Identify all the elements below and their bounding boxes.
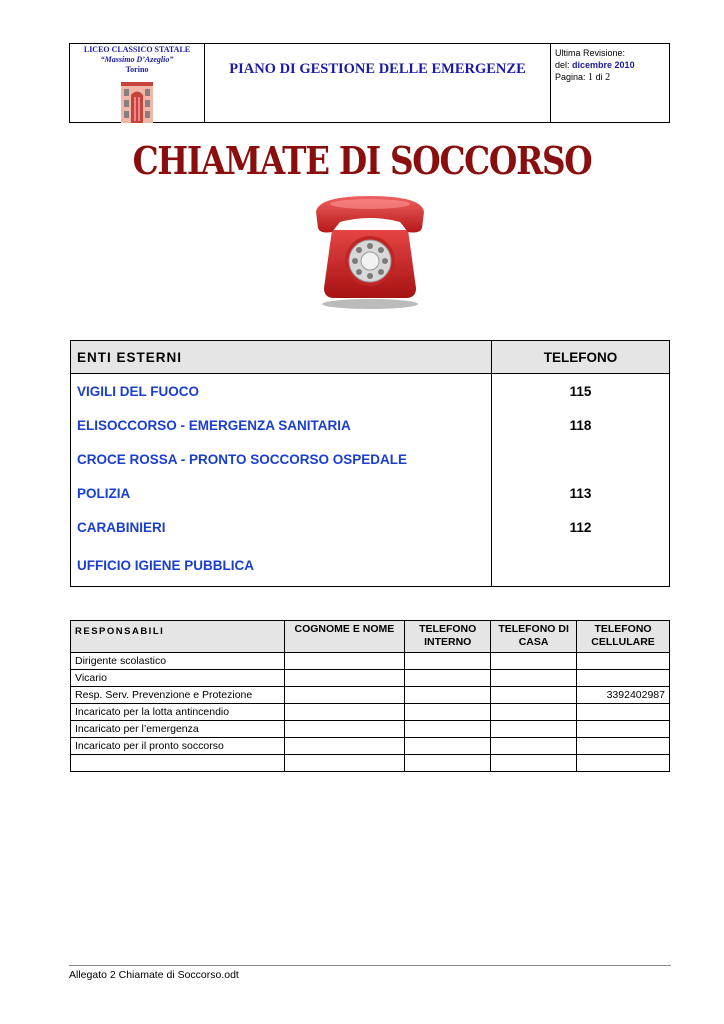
- table-row: [71, 476, 670, 510]
- page-line: [555, 71, 669, 84]
- entity-name: CROCE ROSSA - PRONTO SOCCORSO OSPEDALE: [71, 442, 492, 476]
- internal-phone-cell: [405, 704, 491, 721]
- home-phone-cell: [491, 755, 577, 772]
- page-current: 1: [588, 72, 594, 83]
- internal-phone-cell: [405, 738, 491, 755]
- col-header-cognome-nome: COGNOME E NOME: [284, 621, 405, 653]
- home-phone-cell: [491, 721, 577, 738]
- revision-block: [551, 44, 669, 122]
- internal-phone-cell: [405, 687, 491, 704]
- role-cell: Incaricato per il pronto soccorso: [71, 738, 285, 755]
- mobile-phone-cell: [577, 755, 670, 772]
- entity-phone: [492, 544, 670, 587]
- internal-phone-cell: [405, 670, 491, 687]
- entity-name: UFFICIO IGIENE PUBBLICA: [71, 544, 492, 587]
- school-namesake: “Massimo D’Azeglio”: [100, 55, 174, 64]
- col-header-telefono-interno: TELEFONO INTERNO: [405, 621, 491, 653]
- role-cell: Vicario: [71, 670, 285, 687]
- col-header-telefono: TELEFONO: [492, 341, 670, 374]
- table-row: [71, 687, 670, 704]
- school-block: [70, 44, 205, 122]
- page-title: CHIAMATE DI SOCCORSO: [132, 138, 592, 183]
- col-header-telefono-casa: TELEFONO DI CASA: [491, 621, 577, 653]
- table-row: [71, 374, 670, 409]
- col-header-telefono-cellulare: TELEFONO CELLULARE: [577, 621, 670, 653]
- page-label: Pagina:: [555, 72, 586, 82]
- name-cell: [284, 687, 405, 704]
- home-phone-cell: [491, 738, 577, 755]
- name-cell: [284, 653, 405, 670]
- revision-label: Ultima Revisione:: [555, 48, 626, 58]
- home-phone-cell: [491, 704, 577, 721]
- table-row: [71, 738, 670, 755]
- del-label: del:: [555, 60, 570, 70]
- entity-name: CARABINIERI: [71, 510, 492, 544]
- role-cell: Incaricato per la lotta antincendio: [71, 704, 285, 721]
- col-header-responsabili: RESPONSABILI: [71, 621, 285, 653]
- mobile-phone-cell: 3392402987: [577, 687, 670, 704]
- table-row: [71, 510, 670, 544]
- col-header-enti: ENTI ESTERNI: [71, 341, 492, 374]
- entity-phone: 115: [492, 374, 670, 409]
- document-title: PIANO DI GESTIONE DELLE EMERGENZE: [205, 44, 551, 122]
- name-cell: [284, 670, 405, 687]
- entity-name: VIGILI DEL FUOCO: [71, 374, 492, 409]
- mobile-phone-cell: [577, 738, 670, 755]
- table-row: [71, 544, 670, 587]
- school-city: Torino: [125, 65, 149, 74]
- entity-phone: 118: [492, 408, 670, 442]
- mobile-phone-cell: [577, 704, 670, 721]
- page-of: di: [595, 72, 603, 82]
- internal-phone-cell: [405, 755, 491, 772]
- revision-date: dicembre 2010: [572, 60, 635, 70]
- entity-phone: 113: [492, 476, 670, 510]
- home-phone-cell: [491, 653, 577, 670]
- page-total: 2: [605, 72, 611, 83]
- responsabili-table: [70, 620, 670, 772]
- table-row: [71, 408, 670, 442]
- home-phone-cell: [491, 670, 577, 687]
- school-name: LICEO CLASSICO STATALE: [83, 45, 191, 54]
- table-row: [71, 704, 670, 721]
- mobile-phone-cell: [577, 670, 670, 687]
- red-telephone-icon: [310, 188, 430, 310]
- entity-name: ELISOCCORSO - EMERGENZA SANITARIA: [71, 408, 492, 442]
- entity-phone: [492, 442, 670, 476]
- role-cell: [71, 755, 285, 772]
- role-cell: Incaricato per l’emergenza: [71, 721, 285, 738]
- external-contacts-table: [70, 340, 670, 587]
- table-row: [71, 442, 670, 476]
- name-cell: [284, 721, 405, 738]
- table-row: [71, 755, 670, 772]
- table-row: [71, 670, 670, 687]
- role-cell: Resp. Serv. Prevenzione e Protezione: [71, 687, 285, 704]
- internal-phone-cell: [405, 653, 491, 670]
- mobile-phone-cell: [577, 653, 670, 670]
- table-row: [71, 653, 670, 670]
- home-phone-cell: [491, 687, 577, 704]
- name-cell: [284, 704, 405, 721]
- footer-filename: Allegato 2 Chiamate di Soccorso.odt: [69, 965, 671, 981]
- entity-name: POLIZIA: [71, 476, 492, 510]
- name-cell: [284, 755, 405, 772]
- revision-date-line: [555, 59, 669, 71]
- role-cell: Dirigente scolastico: [71, 653, 285, 670]
- document-header: [69, 43, 670, 123]
- school-building-logo-icon: [121, 79, 153, 123]
- entity-phone: 112: [492, 510, 670, 544]
- mobile-phone-cell: [577, 721, 670, 738]
- table-row: [71, 721, 670, 738]
- internal-phone-cell: [405, 721, 491, 738]
- name-cell: [284, 738, 405, 755]
